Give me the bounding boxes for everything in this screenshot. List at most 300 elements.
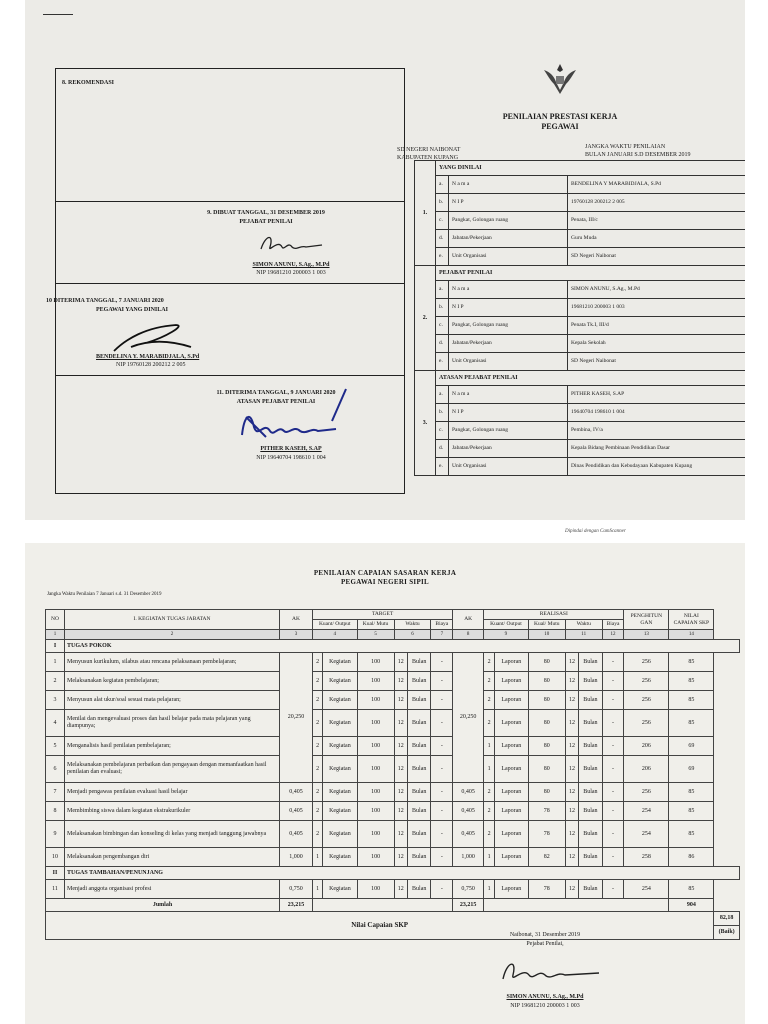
form-row-value: PITHER KASEH, S.AP: [568, 386, 746, 404]
garuda-emblem: [540, 60, 580, 101]
nilai-value: 85: [669, 783, 714, 802]
ak-realisasi-value: 20,250: [453, 653, 484, 783]
realisasi-b: -: [602, 802, 624, 821]
target-b: -: [431, 653, 453, 672]
form-row-label: N a m a: [449, 176, 568, 194]
top-scanned-page: [25, 0, 745, 520]
table-row: [46, 821, 740, 848]
section-10-role: PEGAWAI YANG DINILAI: [96, 307, 168, 313]
form-section-title: PEJABAT PENILAI: [436, 266, 746, 281]
perhitungan-value: 258: [624, 848, 669, 867]
table-row: [46, 880, 740, 899]
form-row-label: Unit Organisasi: [449, 353, 568, 371]
form-row-letter: c.: [436, 212, 449, 230]
target-q: 2: [313, 653, 323, 672]
form-row-label: N a m a: [449, 386, 568, 404]
target-b: -: [431, 848, 453, 867]
evaluation-form-table: [414, 160, 745, 476]
target-mutu: 100: [357, 710, 394, 737]
col-target-biaya: Biaya: [431, 620, 453, 630]
target-q: 2: [313, 691, 323, 710]
target-w: 12: [394, 821, 407, 848]
perhitungan-value: 256: [624, 783, 669, 802]
col-real-kual: Kual/ Mutu: [528, 620, 565, 630]
form-row: [415, 335, 746, 353]
target-wu: Bulan: [407, 821, 431, 848]
realisasi-q: 1: [484, 737, 495, 756]
total-ak: 23,215: [280, 899, 313, 912]
skp-title-line1: PENILAIAN CAPAIAN SASARAN KERJA: [313, 569, 457, 577]
table-row: [46, 710, 740, 737]
realisasi-w: 12: [565, 710, 578, 737]
form-row-label: N a m a: [449, 281, 568, 299]
total-score: 904: [669, 899, 714, 912]
target-unit: Kegiatan: [323, 821, 357, 848]
form-row: [415, 194, 746, 212]
form-row-letter: a.: [436, 281, 449, 299]
section-11-role: ATASAN PEJABAT PENILAI: [236, 399, 316, 405]
table-row: [46, 653, 740, 672]
section-9-date: 9. DIBUAT TANGGAL, 31 DESEMBER 2019: [207, 210, 325, 216]
form-row: [415, 176, 746, 194]
column-index: 8: [453, 630, 484, 640]
section-9-nip: NIP 19681210 200003 1 003: [256, 270, 326, 276]
realisasi-wu: Bulan: [579, 691, 603, 710]
section-10-date: 10 DITERIMA TANGGAL, 7 JANUARI 2020: [46, 298, 164, 304]
realisasi-unit: Laporan: [494, 737, 528, 756]
realisasi-b: -: [602, 821, 624, 848]
realisasi-q: 2: [484, 691, 495, 710]
section-number: II: [46, 867, 65, 880]
form-row-value: SD Negeri Naibonat: [568, 353, 746, 371]
sign-nip: NIP 19681210 200003 1 003: [510, 1003, 580, 1009]
target-wu: Bulan: [407, 880, 431, 899]
nilai-value: 86: [669, 848, 714, 867]
form-row-letter: c.: [436, 317, 449, 335]
form-row-label: N I P: [449, 299, 568, 317]
form-row-letter: c.: [436, 422, 449, 440]
column-index: 9: [484, 630, 529, 640]
section-row: [46, 640, 740, 653]
form-section-title: ATASAN PEJABAT PENILAI: [436, 371, 746, 386]
target-wu: Bulan: [407, 756, 431, 783]
ak-value: 0,405: [280, 783, 313, 802]
col-ak-realisasi: AK: [453, 610, 484, 630]
scanner-note: Dipindai dengan CamScanner: [565, 529, 626, 534]
nilai-value: 85: [669, 821, 714, 848]
target-b: -: [431, 691, 453, 710]
form-row-value: SIMON ANUNU, S.Ag., M.Pd: [568, 281, 746, 299]
realisasi-q: 2: [484, 710, 495, 737]
form-row-letter: b.: [436, 299, 449, 317]
row-number: 10: [46, 848, 65, 867]
form-row-label: Pangkat, Golongan ruang: [449, 212, 568, 230]
signature-pither: [236, 387, 356, 449]
section-title: TUGAS POKOK: [65, 640, 740, 653]
form-row-value: Dinas Pendidikan dan Kebudayaan Kabupaten Kupang: [568, 458, 746, 476]
section-number: I: [46, 640, 65, 653]
target-w: 12: [394, 802, 407, 821]
form-section-header: [415, 161, 746, 176]
target-wu: Bulan: [407, 737, 431, 756]
form-row-label: Unit Organisasi: [449, 458, 568, 476]
target-mutu: 100: [357, 783, 394, 802]
table-row: [46, 672, 740, 691]
realisasi-w: 12: [565, 737, 578, 756]
ak-value: 0,750: [280, 880, 313, 899]
target-mutu: 100: [357, 880, 394, 899]
target-unit: Kegiatan: [323, 691, 357, 710]
form-row: [415, 422, 746, 440]
section-11-name: PITHER KASEH, S.AP: [260, 446, 322, 452]
target-w: 12: [394, 672, 407, 691]
section-10-nip: NIP 19760128 200212 2 005: [116, 362, 186, 368]
col-ak: AK: [280, 610, 313, 630]
nilai-value: 85: [669, 672, 714, 691]
target-b: -: [431, 710, 453, 737]
realisasi-w: 12: [565, 756, 578, 783]
realisasi-wu: Bulan: [579, 756, 603, 783]
form-row-label: Jabatan/Pekerjaan: [449, 440, 568, 458]
target-wu: Bulan: [407, 672, 431, 691]
form-row-value: Pembina, IV/a: [568, 422, 746, 440]
row-number: 7: [46, 783, 65, 802]
realisasi-b: -: [602, 848, 624, 867]
period-value: BULAN JANUARI S.D DESEMBER 2019: [585, 152, 691, 158]
column-index: 11: [565, 630, 602, 640]
target-mutu: 100: [357, 848, 394, 867]
target-unit: Kegiatan: [323, 802, 357, 821]
ak-value: 1,000: [280, 848, 313, 867]
activity-name: Menyusun kurikulum, silabus atau rencana pelaksanaan pembelajaran;: [65, 653, 280, 672]
form-row: [415, 248, 746, 266]
form-row-letter: d.: [436, 440, 449, 458]
nilai-value: 85: [669, 653, 714, 672]
nilai-value: 85: [669, 710, 714, 737]
target-q: 1: [313, 848, 323, 867]
row-number: 2: [46, 672, 65, 691]
section-9-role: PEJABAT PENILAI: [239, 219, 293, 225]
target-w: 12: [394, 691, 407, 710]
form-section-header: [415, 371, 746, 386]
form-row-letter: e.: [436, 248, 449, 266]
section-9-name: SIMON ANUNU, S.Ag., M.Pd: [252, 262, 330, 268]
target-b: -: [431, 880, 453, 899]
realisasi-mutu: 80: [528, 756, 565, 783]
realisasi-mutu: 80: [528, 710, 565, 737]
form-row-letter: a.: [436, 176, 449, 194]
table-row: [46, 756, 740, 783]
form-row-label: N I P: [449, 404, 568, 422]
realisasi-q: 2: [484, 653, 495, 672]
target-w: 12: [394, 783, 407, 802]
col-target: TARGET: [313, 610, 453, 620]
total-label: Jumlah: [46, 899, 280, 912]
nilai-value: 69: [669, 756, 714, 783]
form-title-line1: PENILAIAN PRESTASI KERJA: [502, 112, 618, 121]
realisasi-w: 12: [565, 653, 578, 672]
realisasi-unit: Laporan: [494, 756, 528, 783]
realisasi-mutu: 80: [528, 672, 565, 691]
target-w: 12: [394, 653, 407, 672]
score-value: 82,18: [714, 912, 740, 926]
ak-realisasi-value: 0,750: [453, 880, 484, 899]
ak-realisasi-value: 1,000: [453, 848, 484, 867]
form-row-letter: d.: [436, 230, 449, 248]
target-wu: Bulan: [407, 653, 431, 672]
form-row-value: SD Negeri Naibonat: [568, 248, 746, 266]
column-index: 7: [431, 630, 453, 640]
col-real-biaya: Biaya: [602, 620, 624, 630]
realisasi-q: 1: [484, 848, 495, 867]
perhitungan-value: 206: [624, 737, 669, 756]
form-row-letter: d.: [436, 335, 449, 353]
ak-realisasi-value: 0,405: [453, 821, 484, 848]
realisasi-w: 12: [565, 802, 578, 821]
form-row: [415, 230, 746, 248]
realisasi-mutu: 78: [528, 821, 565, 848]
perhitungan-value: 254: [624, 821, 669, 848]
realisasi-b: -: [602, 691, 624, 710]
realisasi-w: 12: [565, 880, 578, 899]
column-index: 1: [46, 630, 65, 640]
realisasi-b: -: [602, 737, 624, 756]
target-b: -: [431, 756, 453, 783]
realisasi-wu: Bulan: [579, 672, 603, 691]
form-row: [415, 317, 746, 335]
divider: [56, 375, 404, 376]
recommendation-box: [46, 68, 405, 494]
sign-name: SIMON ANUNU, S.Ag., M.Pd: [506, 994, 584, 1000]
section-8-title: 8. REKOMENDASI: [62, 80, 115, 86]
score-predicate: (Baik): [714, 926, 740, 940]
target-mutu: 100: [357, 756, 394, 783]
realisasi-b: -: [602, 710, 624, 737]
column-index: 13: [624, 630, 669, 640]
target-b: -: [431, 821, 453, 848]
form-section-number: 2.: [415, 266, 436, 371]
activity-name: Menyusun alat ukur/soal sesuai mata pelajaran;: [65, 691, 280, 710]
realisasi-w: 12: [565, 672, 578, 691]
form-row-label: Pangkat, Golongan ruang: [449, 422, 568, 440]
target-unit: Kegiatan: [323, 880, 357, 899]
form-row-value: Kepala Sekolah: [568, 335, 746, 353]
score-label: Nilai Capaian SKP: [46, 912, 714, 940]
realisasi-mutu: 82: [528, 848, 565, 867]
table-row: [46, 783, 740, 802]
activity-name: Menjadi anggota organisasi profesi: [65, 880, 280, 899]
target-unit: Kegiatan: [323, 756, 357, 783]
target-mutu: 100: [357, 802, 394, 821]
target-mutu: 100: [357, 653, 394, 672]
form-row: [415, 212, 746, 230]
section-11-date: 11. DITERIMA TANGGAL, 9 JANUARI 2020: [216, 390, 336, 396]
form-section-header: [415, 266, 746, 281]
realisasi-unit: Laporan: [494, 710, 528, 737]
total-row: [46, 899, 740, 912]
activity-name: Melaksanakan pengembangan diri: [65, 848, 280, 867]
form-row-letter: b.: [436, 404, 449, 422]
target-q: 2: [313, 821, 323, 848]
column-index: 3: [280, 630, 313, 640]
realisasi-q: 2: [484, 821, 495, 848]
column-index: 4: [313, 630, 358, 640]
target-q: 1: [313, 880, 323, 899]
form-row: [415, 299, 746, 317]
signature-simon-bottom: [495, 949, 605, 989]
form-row-letter: e.: [436, 353, 449, 371]
nilai-value: 69: [669, 737, 714, 756]
column-index: 14: [669, 630, 714, 640]
activity-name: Menjadi pengawas penilaian evaluasi hasil belajar: [65, 783, 280, 802]
activity-name: Melaksanakan pembelajaran perbaikan dan pengayaan dengan memanfaatkan hasil penilaian dan evaluasi;: [65, 756, 280, 783]
realisasi-unit: Laporan: [494, 783, 528, 802]
perhitungan-value: 256: [624, 653, 669, 672]
perhitungan-value: 256: [624, 691, 669, 710]
target-q: 2: [313, 802, 323, 821]
col-real-kuant: Kuant/ Output: [484, 620, 529, 630]
target-wu: Bulan: [407, 710, 431, 737]
row-number: 5: [46, 737, 65, 756]
realisasi-unit: Laporan: [494, 802, 528, 821]
blank-cell: [313, 899, 453, 912]
realisasi-w: 12: [565, 848, 578, 867]
realisasi-q: 2: [484, 802, 495, 821]
target-b: -: [431, 737, 453, 756]
realisasi-wu: Bulan: [579, 737, 603, 756]
school-name: SD NEGERI NAIBONAT: [397, 147, 461, 153]
realisasi-wu: Bulan: [579, 802, 603, 821]
form-row-value: Penata, III/c: [568, 212, 746, 230]
realisasi-unit: Laporan: [494, 672, 528, 691]
target-q: 2: [313, 783, 323, 802]
perhitungan-value: 254: [624, 802, 669, 821]
target-b: -: [431, 783, 453, 802]
target-w: 12: [394, 848, 407, 867]
realisasi-q: 1: [484, 880, 495, 899]
target-mutu: 100: [357, 737, 394, 756]
ak-value: 20,250: [280, 653, 313, 783]
row-number: 6: [46, 756, 65, 783]
target-b: -: [431, 802, 453, 821]
col-target-waktu: Waktu: [394, 620, 431, 630]
divider: [56, 283, 404, 284]
total-ak-realisasi: 23,215: [453, 899, 484, 912]
target-wu: Bulan: [407, 783, 431, 802]
form-row-letter: b.: [436, 194, 449, 212]
realisasi-mutu: 80: [528, 653, 565, 672]
col-target-kual: Kual/ Mutu: [357, 620, 394, 630]
column-index: 12: [602, 630, 624, 640]
form-row-value: 19760128 200212 2 005: [568, 194, 746, 212]
realisasi-unit: Laporan: [494, 880, 528, 899]
target-w: 12: [394, 880, 407, 899]
target-unit: Kegiatan: [323, 653, 357, 672]
target-mutu: 100: [357, 691, 394, 710]
target-unit: Kegiatan: [323, 848, 357, 867]
activity-name: Melaksanakan bimbingan dan konseling di kelas yang menjadi tanggung jawabnya: [65, 821, 280, 848]
perhitungan-value: 254: [624, 880, 669, 899]
form-section-title: YANG DINILAI: [436, 161, 746, 176]
realisasi-mutu: 78: [528, 880, 565, 899]
realisasi-b: -: [602, 653, 624, 672]
realisasi-b: -: [602, 880, 624, 899]
target-unit: Kegiatan: [323, 710, 357, 737]
realisasi-b: -: [602, 672, 624, 691]
form-row: [415, 353, 746, 371]
form-row: [415, 440, 746, 458]
realisasi-b: -: [602, 783, 624, 802]
realisasi-w: 12: [565, 783, 578, 802]
score-row: [46, 912, 740, 926]
form-row: [415, 458, 746, 476]
target-wu: Bulan: [407, 691, 431, 710]
column-index: 6: [394, 630, 431, 640]
realisasi-q: 2: [484, 672, 495, 691]
realisasi-wu: Bulan: [579, 710, 603, 737]
realisasi-wu: Bulan: [579, 653, 603, 672]
sign-place-date: Naibonat, 31 Desember 2019: [509, 932, 581, 938]
ak-realisasi-value: 0,405: [453, 783, 484, 802]
form-row-label: Jabatan/Pekerjaan: [449, 335, 568, 353]
scan-mark: [43, 14, 73, 15]
blank-cell: [484, 899, 669, 912]
target-q: 2: [313, 672, 323, 691]
realisasi-q: 1: [484, 756, 495, 783]
row-number: 1: [46, 653, 65, 672]
divider: [56, 201, 404, 202]
realisasi-unit: Laporan: [494, 821, 528, 848]
realisasi-wu: Bulan: [579, 821, 603, 848]
form-row-value: 19681210 200003 1 003: [568, 299, 746, 317]
period-label: JANGKA WAKTU PENILAIAN: [585, 144, 666, 150]
section-11-nip: NIP 19640704 198610 1 004: [256, 455, 326, 461]
target-mutu: 100: [357, 672, 394, 691]
perhitungan-value: 256: [624, 672, 669, 691]
col-kegiatan: I. KEGIATAN TUGAS JABATAN: [65, 610, 280, 630]
activity-name: Menganalisis hasil penilaian pembelajaran;: [65, 737, 280, 756]
ak-value: 0,405: [280, 821, 313, 848]
perhitungan-value: 256: [624, 710, 669, 737]
target-w: 12: [394, 710, 407, 737]
realisasi-q: 2: [484, 783, 495, 802]
target-q: 2: [313, 756, 323, 783]
perhitungan-value: 206: [624, 756, 669, 783]
realisasi-w: 12: [565, 821, 578, 848]
col-real-waktu: Waktu: [565, 620, 602, 630]
column-index: 10: [528, 630, 565, 640]
skp-title-line2: PEGAWAI NEGERI SIPIL: [340, 578, 430, 586]
form-row-letter: a.: [436, 386, 449, 404]
table-row: [46, 848, 740, 867]
col-nilai: NILAI CAPAIAN SKP: [669, 610, 714, 630]
target-w: 12: [394, 756, 407, 783]
form-row-label: Pangkat, Golongan ruang: [449, 317, 568, 335]
target-q: 2: [313, 737, 323, 756]
form-row-value: Guru Muda: [568, 230, 746, 248]
form-row: [415, 386, 746, 404]
form-section-number: 1.: [415, 161, 436, 266]
col-realisasi: REALISASI: [484, 610, 624, 620]
realisasi-mutu: 78: [528, 802, 565, 821]
form-row-label: N I P: [449, 194, 568, 212]
table-row: [46, 691, 740, 710]
target-q: 2: [313, 710, 323, 737]
target-wu: Bulan: [407, 848, 431, 867]
row-number: 11: [46, 880, 65, 899]
form-row-value: 19640704 198610 1 004: [568, 404, 746, 422]
form-row: [415, 404, 746, 422]
